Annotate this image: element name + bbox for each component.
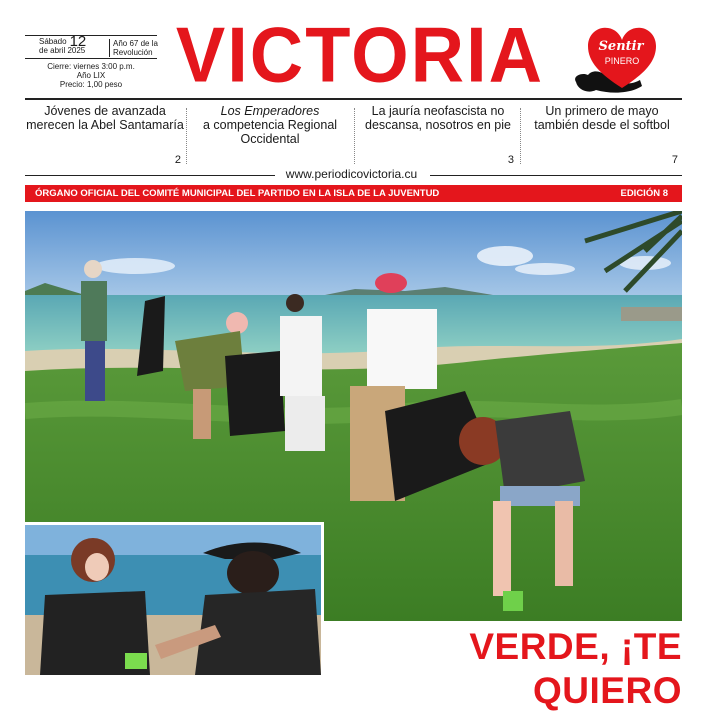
website-url[interactable]: www.periodicovictoria.cu <box>285 167 418 181</box>
teaser-page: 3 <box>507 154 514 166</box>
teaser-2[interactable] <box>190 104 350 168</box>
issue-date <box>39 33 119 55</box>
official-organ-band <box>25 185 682 202</box>
teaser-1[interactable] <box>25 104 185 168</box>
logo-script: Sentir <box>598 39 644 54</box>
teaser-title: Un primero de mayo también desde el softbol <box>534 104 670 132</box>
teaser-divider <box>186 108 187 164</box>
issue-day: Sábado <box>39 37 67 46</box>
rule <box>430 175 682 176</box>
teaser-page: 7 <box>671 154 678 166</box>
issue-month-year: de abril 2025 <box>39 46 86 55</box>
revolution-year: Año 67 de la Revolución <box>109 39 165 57</box>
teaser-title: Jóvenes de avanzada merecen la Abel Santamaría <box>26 104 184 132</box>
teaser-4[interactable] <box>522 104 682 168</box>
teaser-title-italic: Los Emperadores <box>220 104 320 118</box>
teaser-title <box>190 104 350 146</box>
issue-date-number: 12 <box>69 33 87 50</box>
teaser-3[interactable] <box>358 104 518 168</box>
teaser-title-rest: a competencia Regional Occidental <box>202 118 338 146</box>
rule <box>25 35 157 36</box>
official-organ-text: ÓRGANO OFICIAL DEL COMITÉ MUNICIPAL DEL PARTIDO EN LA ISLA DE LA JUVENTUD <box>35 188 440 199</box>
teaser-row <box>25 104 682 168</box>
teaser-page: 2 <box>174 154 181 166</box>
teaser-divider <box>354 108 355 164</box>
header-rule <box>25 98 682 100</box>
teaser-title: La jauría neofascista no descansa, nosotros en pie <box>365 104 511 132</box>
main-headline[interactable]: VERDE, ¡TE QUIERO <box>469 626 682 711</box>
masthead-title: VICTORIA <box>175 10 545 99</box>
issue-info-box <box>25 35 157 93</box>
closing-time: Cierre: viernes 3:00 p.m. <box>47 62 135 71</box>
inset-photo <box>25 522 324 675</box>
price: Precio: 1,00 peso <box>59 80 123 89</box>
rule <box>25 58 157 59</box>
issue-meta <box>25 62 157 89</box>
volume-year: Año LIX <box>76 71 106 80</box>
teaser-divider <box>520 108 521 164</box>
sentir-pinero-logo <box>570 20 665 95</box>
edition-number: EDICIÓN 8 <box>620 188 668 199</box>
heart-logo-icon <box>570 20 665 95</box>
inset-cleanup-photo <box>25 525 321 675</box>
logo-word: PINERO <box>604 56 640 66</box>
